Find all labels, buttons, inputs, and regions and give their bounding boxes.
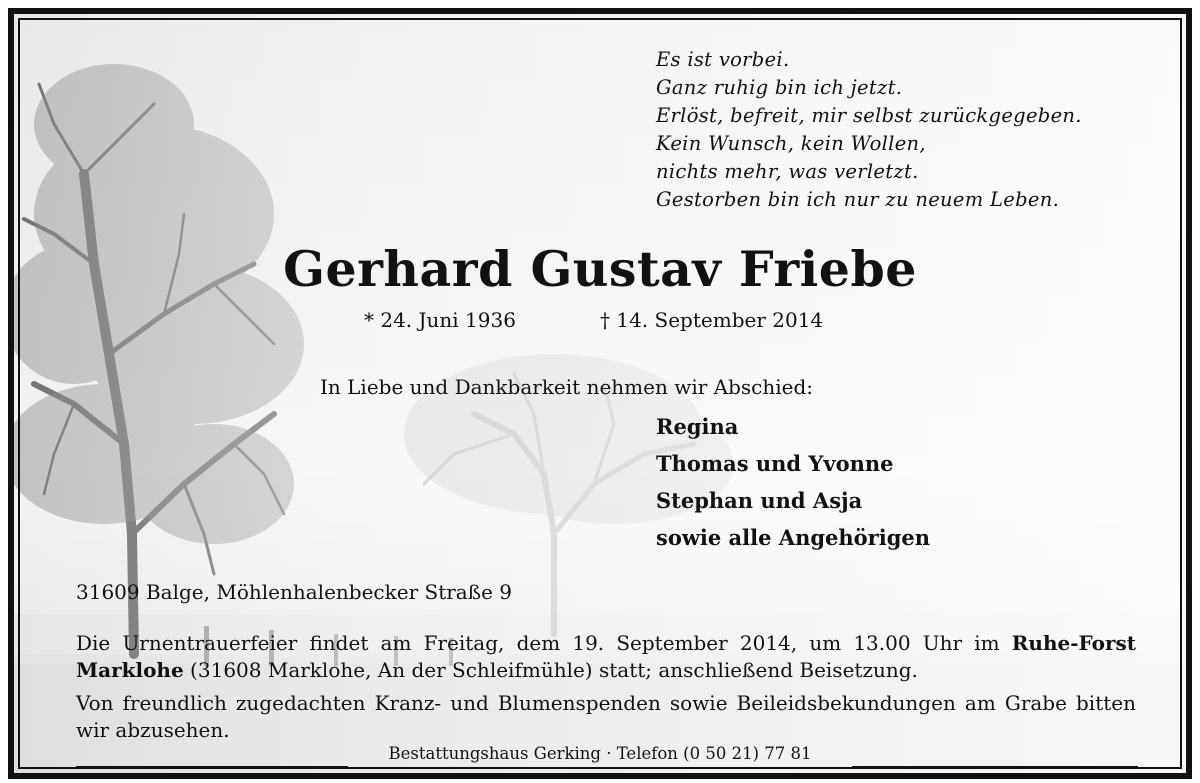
mourners-list xyxy=(656,408,930,556)
mourner-name: Regina xyxy=(656,414,739,439)
ceremony-text-rest: (31608 Marklohe, An der Schleifmühle) statt; anschließend Beisetzung. xyxy=(183,658,918,682)
family-address: 31609 Balge, Möhlenhalenbecker Straße 9 xyxy=(76,580,512,604)
funeral-home-footer: Bestattungshaus Gerking · Telefon (0 50 21) 77 81 xyxy=(388,744,812,763)
mourner-name: Thomas und Yvonne xyxy=(656,451,894,476)
poem xyxy=(656,46,1082,214)
mourner-name: sowie alle Angehörigen xyxy=(656,525,931,550)
mourner-name: Stephan und Asja xyxy=(656,488,863,513)
ceremony-text: Die Urnentrauerfeier findet am Freitag, dem 19. September 2014, um 13.00 Uhr im xyxy=(76,631,1012,655)
ceremony-place: Ruhe-Forst Marklohe xyxy=(76,631,1136,682)
farewell-line: In Liebe und Dankbarkeit nehmen wir Abschied: xyxy=(320,375,813,399)
death-date: † 14. September 2014 xyxy=(600,308,824,332)
birth-date: * 24. Juni 1936 xyxy=(364,308,516,332)
poem-line: Es ist vorbei. xyxy=(656,48,790,71)
footer-rule-left xyxy=(76,766,348,767)
poem-line: nichts mehr, was verletzt. xyxy=(656,160,919,183)
poem-line: Gestorben bin ich nur zu neuem Leben. xyxy=(656,188,1060,211)
poem-line: Ganz ruhig bin ich jetzt. xyxy=(656,76,903,99)
notice-frame xyxy=(8,8,1192,779)
deceased-name: Gerhard Gustav Friebe xyxy=(283,240,917,298)
donations-paragraph: Von freundlich zugedachten Kranz- und Blumenspenden sowie Beileidsbekundungen am Grabe bitten wir abzusehen. xyxy=(76,691,1136,742)
poem-line: Erlöst, befreit, mir selbst zurückgegeben. xyxy=(656,104,1082,127)
poem-line: Kein Wunsch, kein Wollen, xyxy=(656,132,926,155)
footer-rule-right xyxy=(852,766,1138,767)
ceremony-paragraph xyxy=(76,630,1136,684)
